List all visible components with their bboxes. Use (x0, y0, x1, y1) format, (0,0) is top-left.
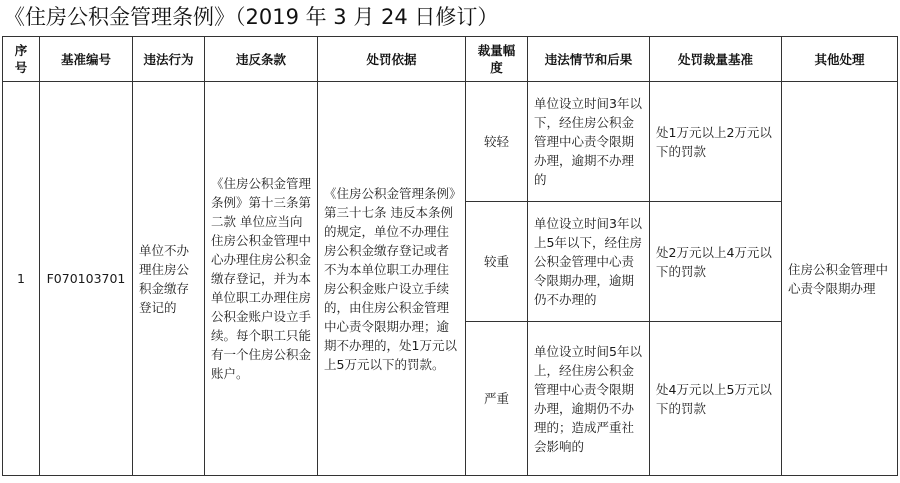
header-penalty: 处罚裁量基准 (650, 37, 782, 82)
cell-degree-medium: 较重 (466, 202, 528, 322)
header-code: 基准编号 (40, 37, 133, 82)
header-clause: 违反条款 (205, 37, 318, 82)
header-violation: 违法行为 (133, 37, 205, 82)
cell-violation: 单位不办理住房公积金缴存登记的 (133, 82, 205, 476)
cell-basis: 《住房公积金管理条例》第三十七条 违反本条例的规定，单位不办理住房公积金缴存登记或者不为本单位职工办理住房公积金账户设立手续的，由住房公积金管理中心责令限期办理；逾期不办理的，处1万元以上5万元以下的罚款。 (318, 82, 466, 476)
cell-circumstance-medium: 单位设立时间3年以上5年以下，经住房公积金管理中心责令限期办理，逾期仍不办理的 (528, 202, 650, 322)
cell-code: F070103701 (40, 82, 133, 476)
document-title: 《住房公积金管理条例》（2019 年 3 月 24 日修订） (4, 5, 499, 29)
cell-other: 住房公积金管理中心责令限期办理 (782, 82, 898, 476)
cell-seq: 1 (3, 82, 40, 476)
cell-penalty-severe: 处4万元以上5万元以下的罚款 (650, 322, 782, 476)
table-header-row (3, 37, 898, 82)
cell-circumstance-light: 单位设立时间3年以下，经住房公积金管理中心责令限期办理，逾期不办理的 (528, 82, 650, 202)
header-circumstance: 违法情节和后果 (528, 37, 650, 82)
header-seq: 序号 (3, 37, 40, 82)
header-basis: 处罚依据 (318, 37, 466, 82)
cell-penalty-light: 处1万元以上2万元以下的罚款 (650, 82, 782, 202)
header-other: 其他处理 (782, 37, 898, 82)
table-row (3, 82, 898, 202)
header-degree: 裁量幅度 (466, 37, 528, 82)
cell-clause: 《住房公积金管理条例》第十三条第二款 单位应当向住房公积金管理中心办理住房公积金缴存登记，并为本单位职工办理住房公积金账户设立手续。每个职工只能有一个住房公积金账户。 (205, 82, 318, 476)
regulation-table (2, 36, 898, 476)
cell-circumstance-severe: 单位设立时间5年以上，经住房公积金管理中心责令限期办理，逾期仍不办理的；造成严重社会影响的 (528, 322, 650, 476)
cell-degree-severe: 严重 (466, 322, 528, 476)
cell-degree-light: 较轻 (466, 82, 528, 202)
cell-penalty-medium: 处2万元以上4万元以下的罚款 (650, 202, 782, 322)
